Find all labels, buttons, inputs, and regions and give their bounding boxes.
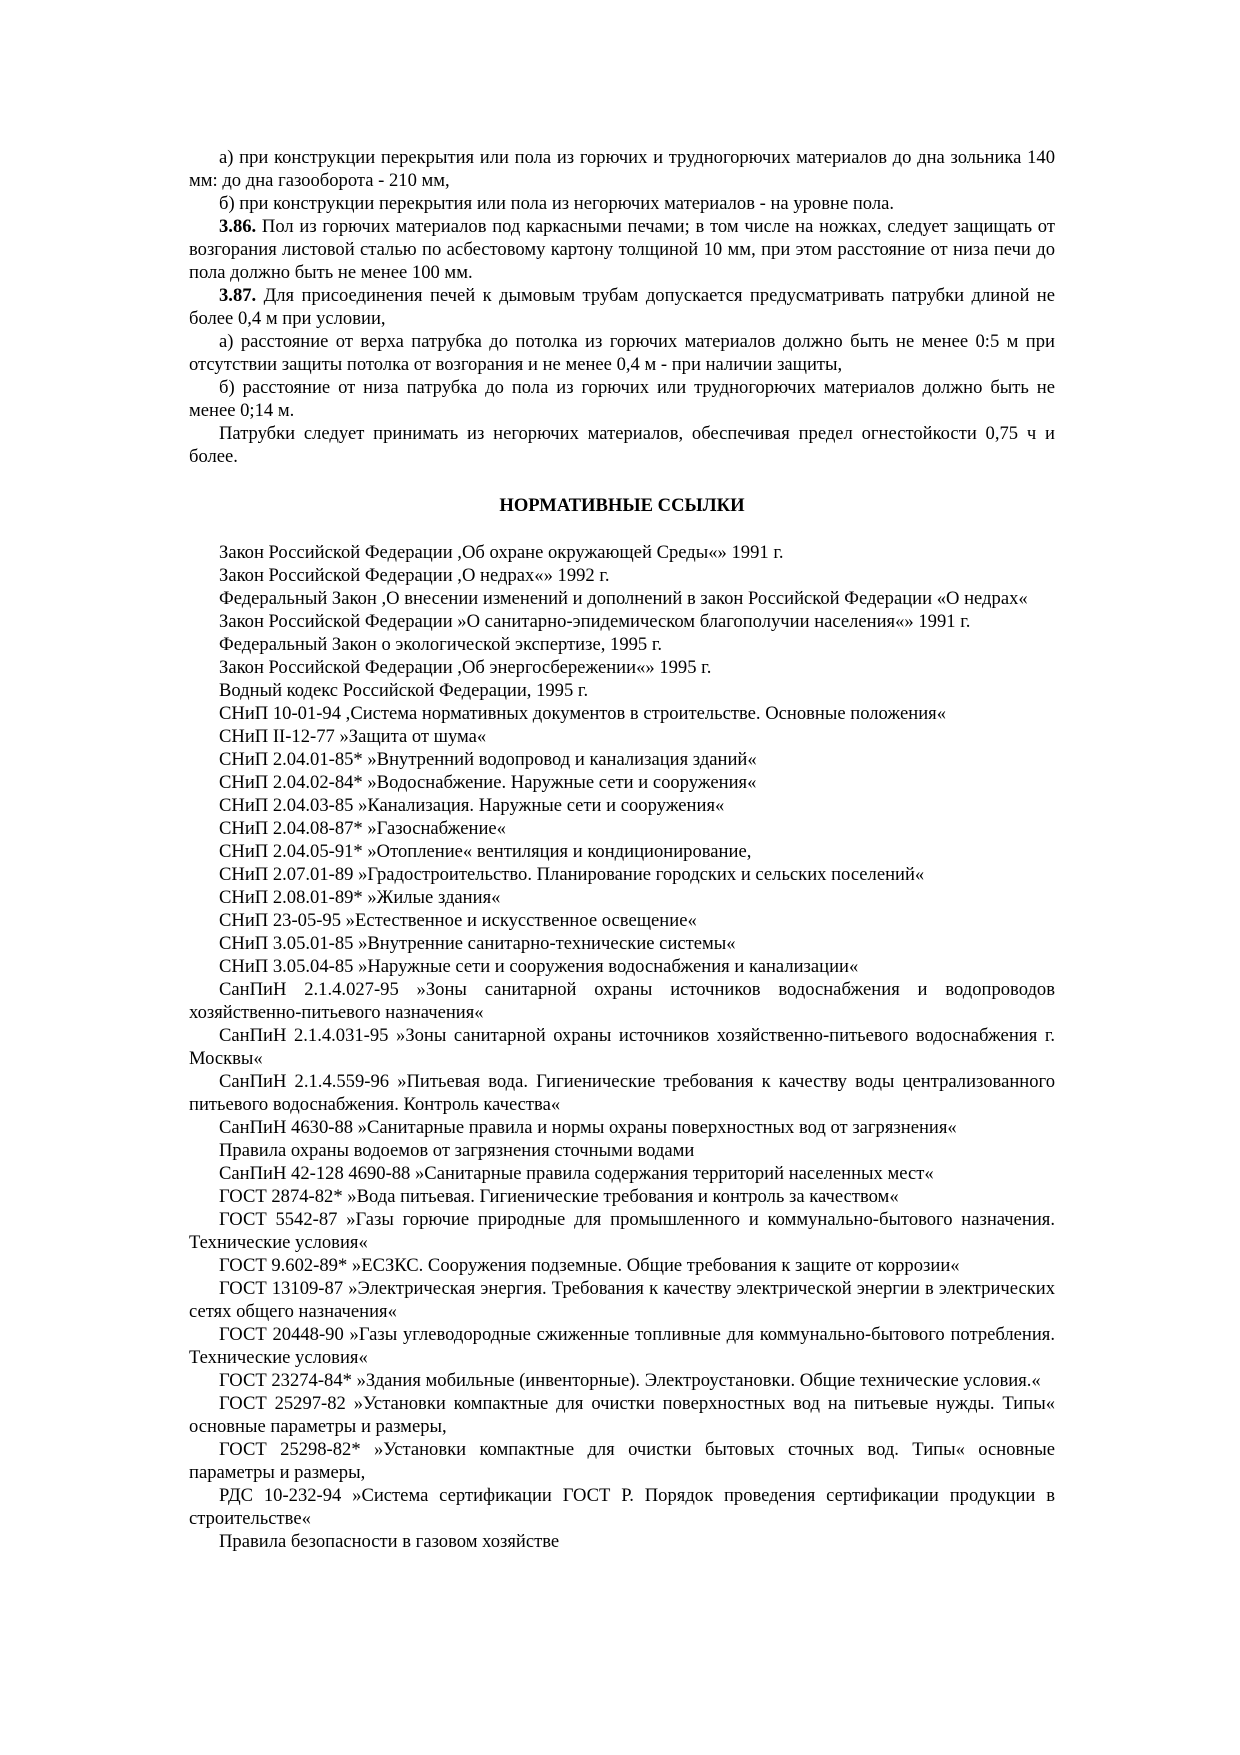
reference-item: СанПиН 2.1.4.027-95 »Зоны санитарной охраны источников водоснабжения и водопроводов хозяйственно-питьевого назначения« bbox=[189, 979, 1055, 1023]
reference-item: ГОСТ 23274-84* »Здания мобильные (инвенторные). Электроустановки. Общие технические условия.« bbox=[219, 1370, 1041, 1391]
reference-item: СНиП 10-01-94 ,Система нормативных документов в строительстве. Основные положения« bbox=[219, 703, 946, 724]
section-heading: НОРМАТИВНЫЕ ССЫЛКИ bbox=[499, 495, 745, 516]
paragraph-text: б) при конструкции перекрытия или пола из негорючих материалов - на уровне пола. bbox=[219, 193, 895, 214]
intro-paragraph bbox=[189, 422, 1055, 468]
clause-number: 3.87. bbox=[219, 285, 257, 306]
reference-item: Федеральный Закон ,О внесении изменений и дополнений в закон Российской Федерации «О недрах« bbox=[219, 588, 1028, 609]
reference-item: Водный кодекс Российской Федерации, 1995 г. bbox=[219, 680, 589, 701]
intro-paragraph bbox=[189, 146, 1055, 192]
reference-item: РДС 10-232-94 »Система сертификации ГОСТ Р. Порядок проведения сертификации продукции в строительстве« bbox=[189, 1485, 1055, 1529]
reference-item: СанПиН 42-128 4690-88 »Санитарные правила содержания территорий населенных мест« bbox=[219, 1163, 934, 1184]
reference-item: СНиП 23-05-95 »Естественное и искусственное освещение« bbox=[219, 910, 697, 931]
reference-item: СанПиН 2.1.4.559-96 »Питьевая вода. Гигиенические требования к качеству воды централизованного питьевого водоснабжения. Контроль качества« bbox=[189, 1071, 1055, 1115]
reference-item: СНиП 2.08.01-89* »Жилые здания« bbox=[219, 887, 501, 908]
reference-item: СНиП 3.05.04-85 »Наружные сети и сооружения водоснабжения и канализации« bbox=[219, 956, 859, 977]
reference-item: Правила охраны водоемов от загрязнения сточными водами bbox=[219, 1140, 695, 1161]
reference-item: Правила безопасности в газовом хозяйстве bbox=[219, 1531, 560, 1552]
document-page bbox=[189, 146, 1055, 1553]
reference-item: СанПиН 2.1.4.031-95 »Зоны санитарной охраны источников хозяйственно-питьевого водоснабжения г. Москвы« bbox=[189, 1025, 1055, 1069]
references-list bbox=[189, 541, 1055, 1553]
reference-item: Федеральный Закон о экологической экспертизе, 1995 г. bbox=[219, 634, 663, 655]
paragraph-text: Для присоединения печей к дымовым трубам допускается предусматривать патрубки длиной не более 0,4 м при условии, bbox=[189, 285, 1055, 329]
reference-item: СНиП 2.04.08-87* »Газоснабжение« bbox=[219, 818, 506, 839]
clause-3-86 bbox=[189, 215, 1055, 284]
reference-item: СНиП 2.04.03-85 »Канализация. Наружные сети и сооружения« bbox=[219, 795, 725, 816]
reference-item: Закон Российской Федерации ,О недрах«» 1992 г. bbox=[219, 565, 610, 586]
reference-item: ГОСТ 9.602-89* »ЕСЗКС. Сооружения подземные. Общие требования к защите от коррозии« bbox=[219, 1255, 960, 1276]
paragraph-text: Патрубки следует принимать из негорючих материалов, обеспечивая предел огнестойкости 0,75 ч и более. bbox=[189, 423, 1055, 467]
reference-item: Закон Российской Федерации ,Об энергосбережении«» 1995 г. bbox=[219, 657, 712, 678]
reference-item: Закон Российской Федерации »О санитарно-эпидемическом благополучии населения«» 1991 г. bbox=[219, 611, 971, 632]
intro-paragraph bbox=[189, 376, 1055, 422]
paragraph-text: б) расстояние от низа патрубка до пола из горючих или трудногорючих материалов должно быть не менее 0;14 м. bbox=[189, 377, 1055, 421]
reference-item: Закон Российской Федерации ,Об охране окружающей Среды«» 1991 г. bbox=[219, 542, 784, 563]
reference-item: ГОСТ 20448-90 »Газы углеводородные сжиженные топливные для коммунально-бытового потребления. Технические условия« bbox=[189, 1324, 1055, 1368]
reference-item: СНиП 2.04.05-91* »Отопление« вентиляция и кондиционирование, bbox=[219, 841, 752, 862]
reference-item: СНиП II-12-77 »Защита от шума« bbox=[219, 726, 487, 747]
reference-item: СНиП 3.05.01-85 »Внутренние санитарно-технические системы« bbox=[219, 933, 736, 954]
intro-paragraph bbox=[189, 192, 1055, 215]
reference-item: ГОСТ 5542-87 »Газы горючие природные для промышленного и коммунально-бытового назначения. Технические условия« bbox=[189, 1209, 1055, 1253]
intro-section bbox=[189, 146, 1055, 468]
reference-item: СНиП 2.07.01-89 »Градостроительство. Планирование городских и сельских поселений« bbox=[219, 864, 925, 885]
paragraph-text: а) расстояние от верха патрубка до потолка из горючих материалов должно быть не менее 0:5 м при отсутствии защиты потолка от возгорания и не менее 0,4 м - при наличии защиты, bbox=[189, 331, 1055, 375]
reference-item: СНиП 2.04.01-85* »Внутренний водопровод и канализация зданий« bbox=[219, 749, 757, 770]
intro-paragraph bbox=[189, 330, 1055, 376]
paragraph-text: Пол из горючих материалов под каркасными печами; в том числе на ножках, следует защищать от возгорания листовой сталью по асбестовому картону толщиной 10 мм, при этом расстояние от низа печи до пола должно быть не менее 100 мм. bbox=[189, 216, 1055, 283]
reference-item: ГОСТ 25297-82 »Установки компактные для очистки поверхностных вод на питьевые нужды. Типы« основные параметры и размеры, bbox=[189, 1393, 1055, 1437]
reference-item: ГОСТ 2874-82* »Вода питьевая. Гигиенические требования и контроль за качеством« bbox=[219, 1186, 899, 1207]
clause-number: 3.86. bbox=[219, 216, 257, 237]
paragraph-text: а) при конструкции перекрытия или пола из горючих и трудногорючих материалов до дна зольника 140 мм: до дна газооборота - 210 мм, bbox=[189, 147, 1055, 191]
reference-item: ГОСТ 13109-87 »Электрическая энергия. Требования к качеству электрической энергии в электрических сетях общего назначения« bbox=[189, 1278, 1055, 1322]
clause-3-87 bbox=[189, 284, 1055, 330]
reference-item: ГОСТ 25298-82* »Установки компактные для очистки бытовых сточных вод. Типы« основные параметры и размеры, bbox=[189, 1439, 1055, 1483]
reference-item: СНиП 2.04.02-84* »Водоснабжение. Наружные сети и сооружения« bbox=[219, 772, 757, 793]
reference-item: СанПиН 4630-88 »Санитарные правила и нормы охраны поверхностных вод от загрязнения« bbox=[219, 1117, 957, 1138]
